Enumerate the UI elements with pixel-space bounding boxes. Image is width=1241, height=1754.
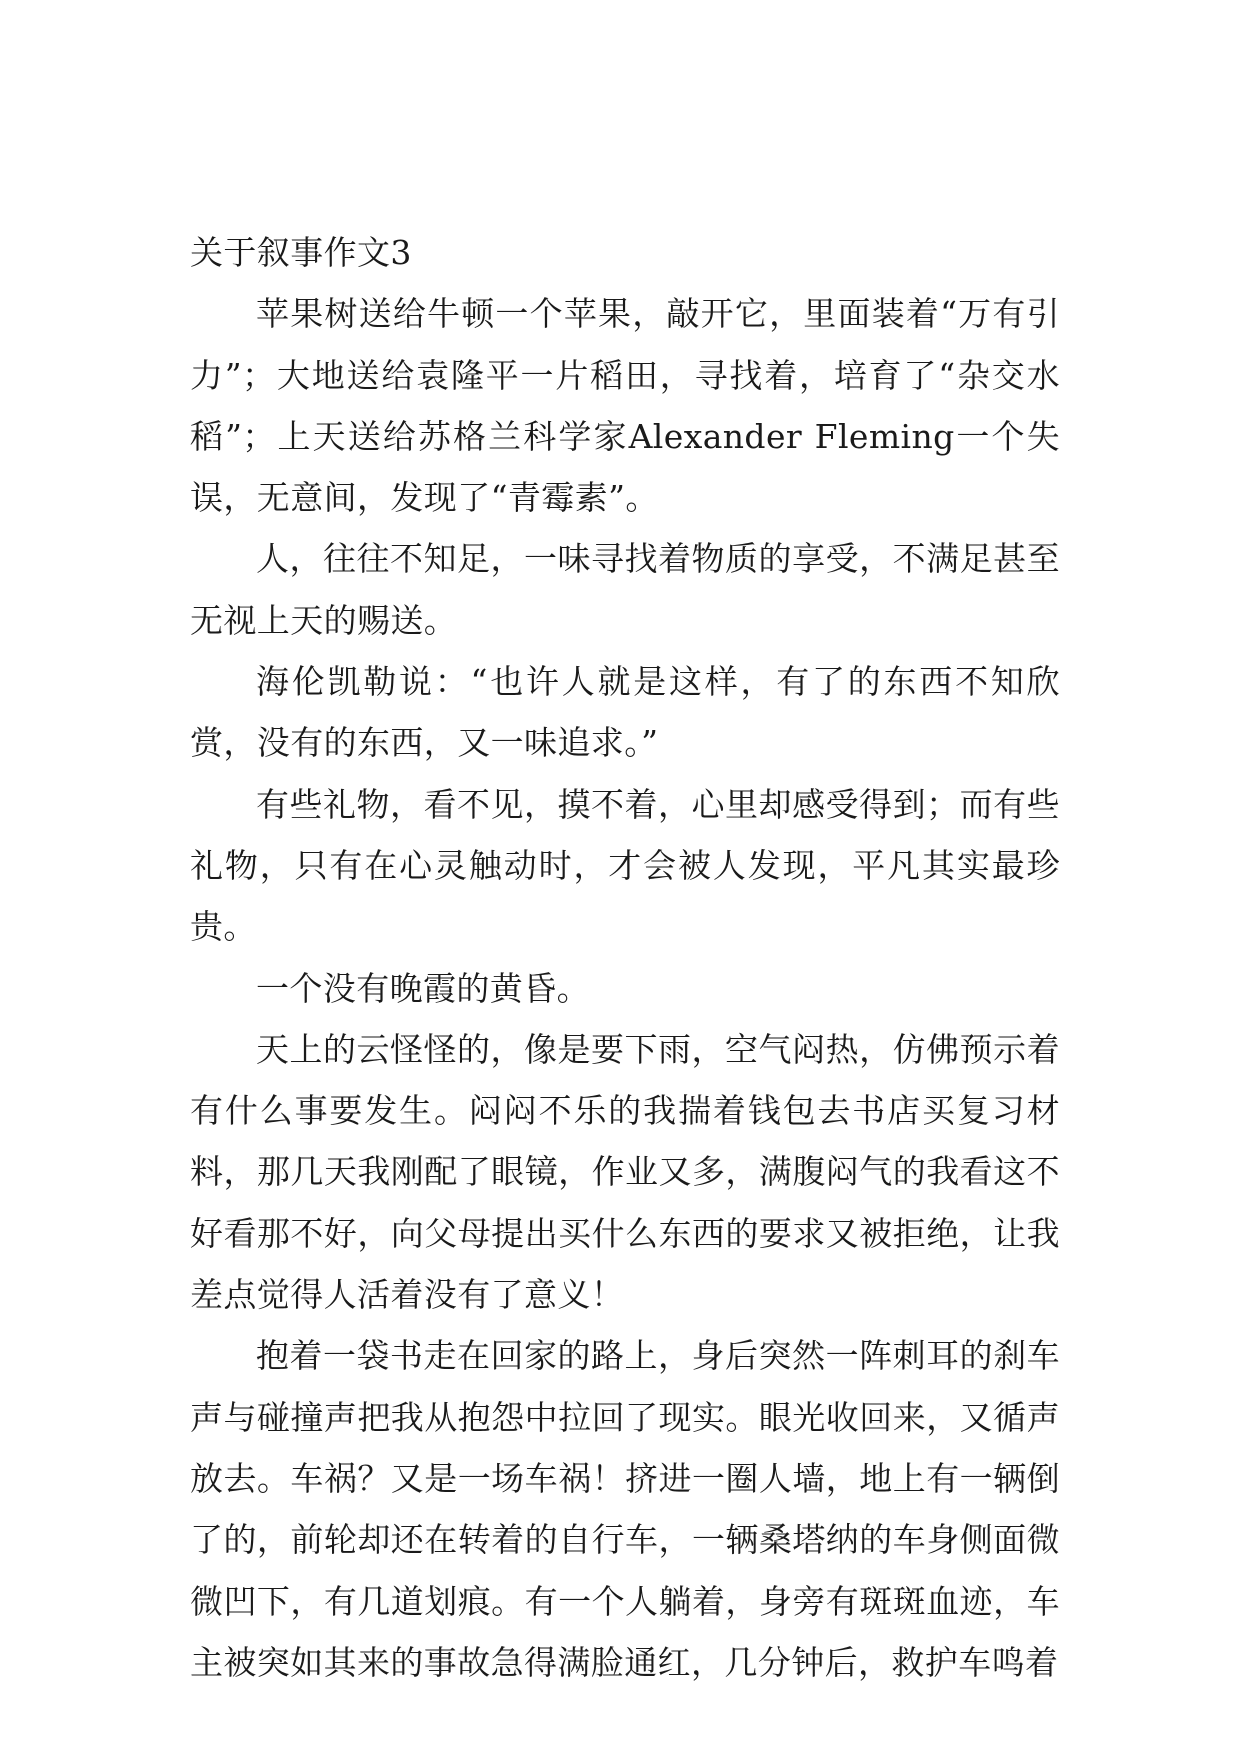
paragraph-gloomy-day: 天上的云怪怪的，像是要下雨，空气闷热，仿佛预示着有什么事要发生。闷闷不乐的我揣着钱包去书店买复习材料，那几天我刚配了眼镜，作业又多，满腹闷气的我看这不好看那不好，向父母提出买什么东西的要求又被拒绝，让我差点觉得人活着没有了意义！ [190,1029,1060,1315]
paragraph-not-content: 人，往往不知足，一味寻找着物质的享受，不满足甚至无视上天的赐送。 [190,539,1060,640]
paragraph-newton-apple: 苹果树送给牛顿一个苹果，敲开它，里面装着“万有引力”；大地送给袁隆平一片稻田，寻找着，培育了“杂交水稻”；上天送给苏格兰科学家Alexander Fleming一个失误，无意间，发现了“青霉素”。 [190,294,1060,518]
paragraph-car-accident: 抱着一袋书走在回家的路上，身后突然一阵刺耳的刹车声与碰撞声把我从抱怨中拉回了现实。眼光收回来，又循声放去。车祸？又是一场车祸！挤进一圈人墙，地上有一辆倒了的，前轮却还在转着的自行车，一辆桑塔纳的车身侧面微微凹下，有几道划痕。有一个人躺着，身旁有斑斑血迹，车主被突如其来的事故急得满脸通红，几分钟后，救护车鸣着 [190,1336,1060,1682]
paragraph-dusk: 一个没有晚霞的黄昏。 [256,968,590,1008]
document-title: 关于叙事作文3 [190,233,412,272]
document-body [190,222,1060,1693]
paragraph-invisible-gifts: 有些礼物，看不见，摸不着，心里却感受得到；而有些礼物，只有在心灵触动时，才会被人发现，平凡其实最珍贵。 [190,784,1060,947]
paragraph-helen-keller-quote: 海伦凯勒说：“也许人就是这样，有了的东西不知欣赏，没有的东西，又一味追求。” [190,662,1060,763]
